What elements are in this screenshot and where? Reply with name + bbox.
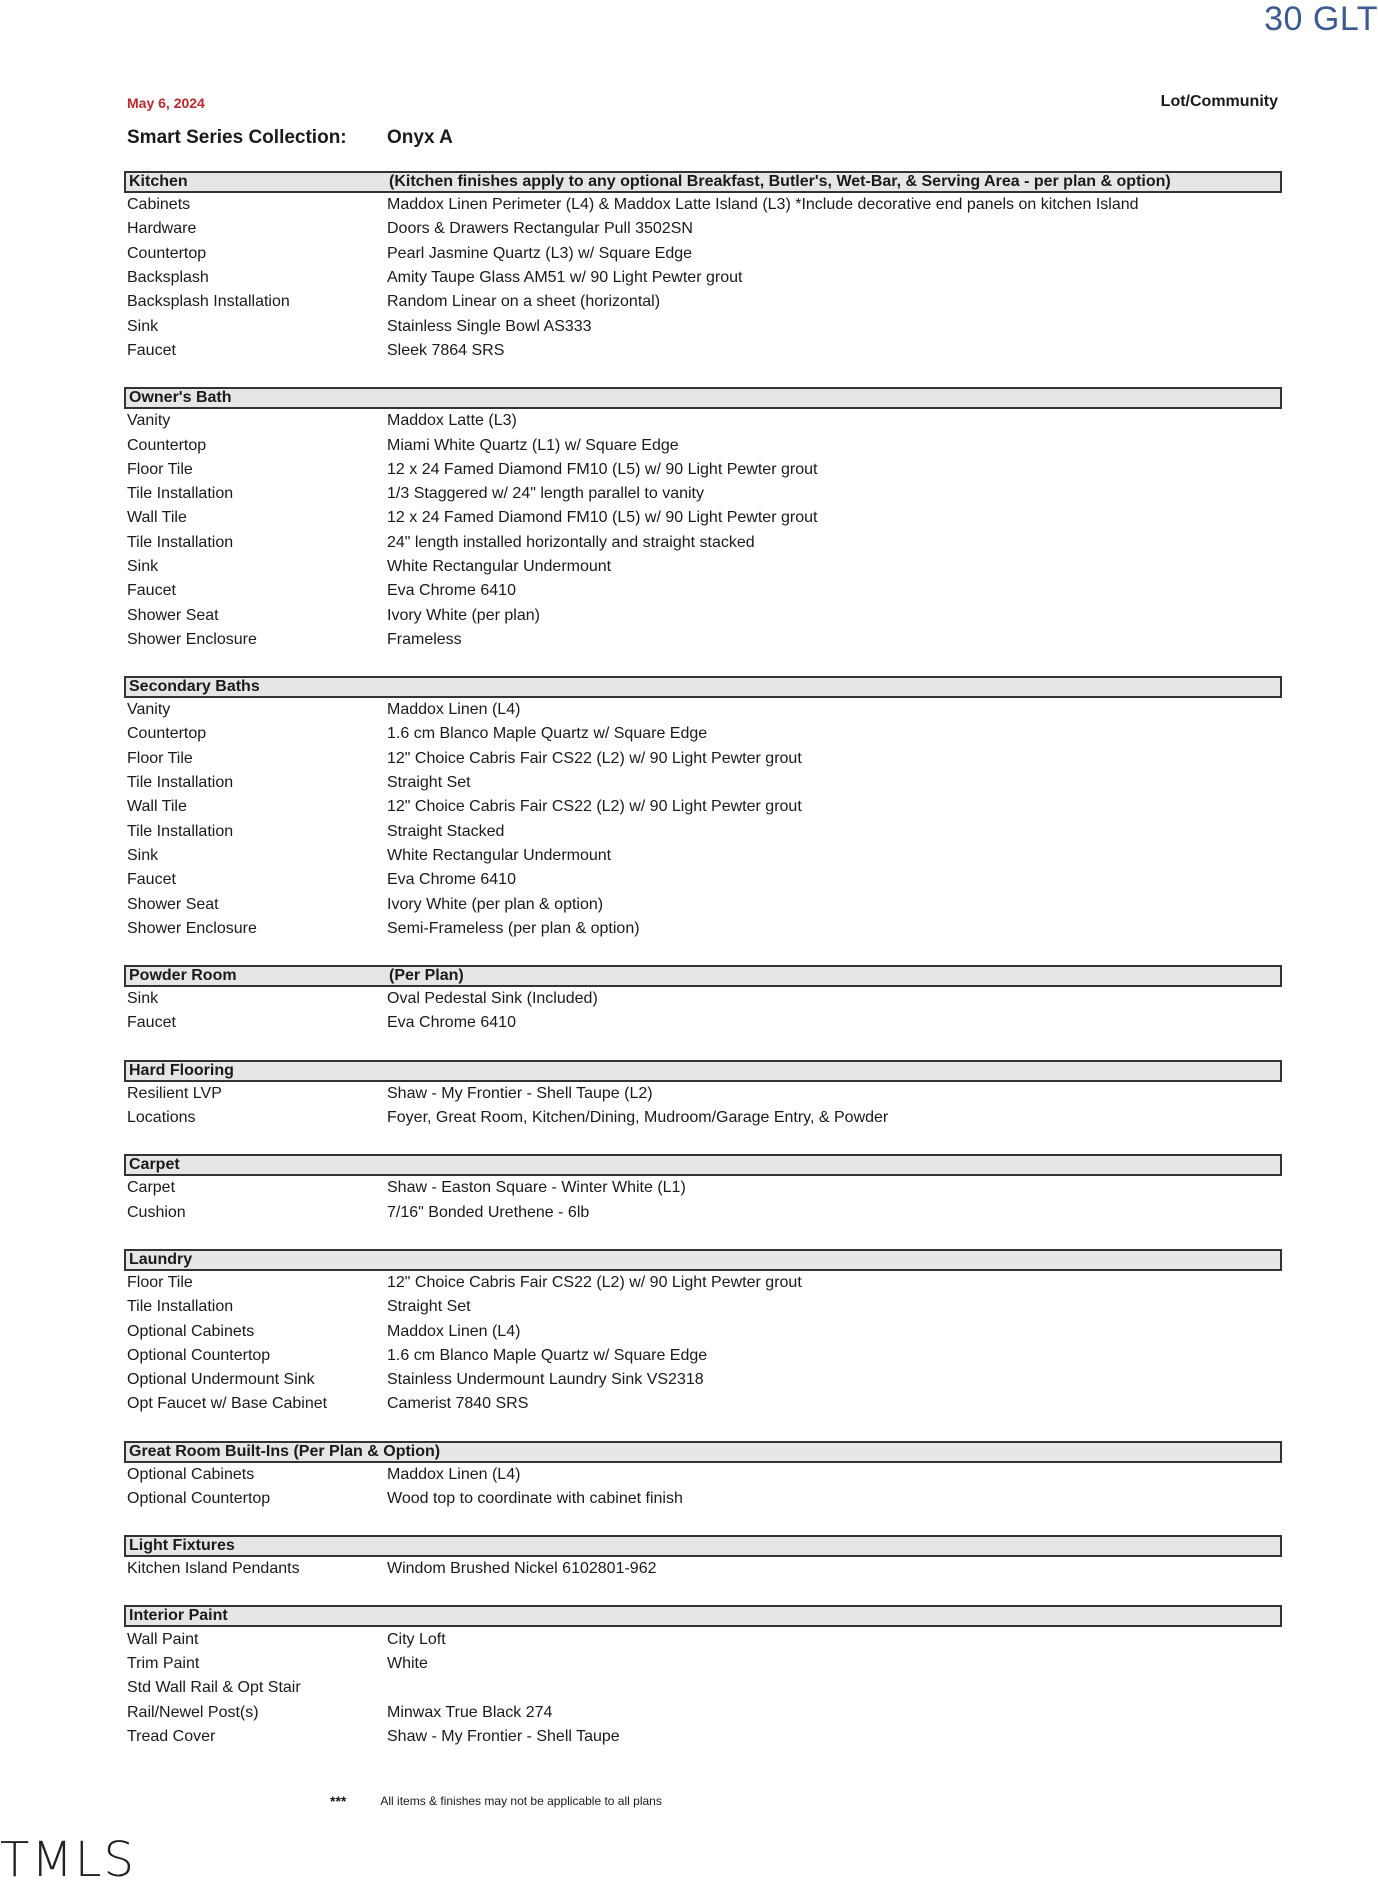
spec-row bbox=[124, 1463, 1282, 1487]
section-title: Owner's Bath bbox=[129, 389, 232, 407]
spec-label: Faucet bbox=[127, 582, 176, 600]
spec-row bbox=[124, 1557, 1282, 1581]
section-header bbox=[124, 171, 1282, 193]
spec-label: Sink bbox=[127, 846, 159, 864]
spec-row bbox=[124, 747, 1282, 771]
section-laundry bbox=[124, 1249, 1282, 1417]
spec-label: Optional Cabinets bbox=[127, 1322, 255, 1340]
spec-row bbox=[124, 1106, 1282, 1130]
spec-label: Opt Faucet w/ Base Cabinet bbox=[127, 1395, 328, 1413]
spec-value: 1.6 cm Blanco Maple Quartz w/ Square Edge bbox=[387, 1346, 708, 1364]
section-secondary-baths bbox=[124, 676, 1282, 941]
spec-row bbox=[124, 603, 1282, 627]
spec-row bbox=[124, 339, 1282, 363]
spec-value: 12" Choice Cabris Fair CS22 (L2) w/ 90 Light Pewter grout bbox=[387, 749, 802, 767]
spec-label: Faucet bbox=[127, 1014, 176, 1032]
collection-value: Onyx A bbox=[387, 127, 453, 148]
spec-row bbox=[124, 1201, 1282, 1225]
spec-value: White bbox=[387, 1654, 428, 1672]
footnote bbox=[330, 1793, 662, 1809]
spec-value: 12" Choice Cabris Fair CS22 (L2) w/ 90 Light Pewter grout bbox=[387, 798, 802, 816]
spec-row bbox=[124, 290, 1282, 314]
section-header bbox=[124, 387, 1282, 409]
spec-value: Straight Set bbox=[387, 1298, 471, 1316]
spec-value: 12 x 24 Famed Diamond FM10 (L5) w/ 90 Light Pewter grout bbox=[387, 509, 818, 527]
spec-value: 1/3 Staggered w/ 24" length parallel to vanity bbox=[387, 485, 704, 503]
spec-value: 12" Choice Cabris Fair CS22 (L2) w/ 90 Light Pewter grout bbox=[387, 1273, 802, 1291]
spec-value: Shaw - My Frontier - Shell Taupe bbox=[387, 1727, 620, 1745]
spec-label: Shower Enclosure bbox=[127, 919, 257, 937]
spec-value: White Rectangular Undermount bbox=[387, 558, 612, 575]
spec-value: Ivory White (per plan) bbox=[387, 606, 540, 624]
spec-row bbox=[124, 1627, 1282, 1651]
spec-row bbox=[124, 217, 1282, 241]
spec-row bbox=[124, 1319, 1282, 1343]
spec-label: Faucet bbox=[127, 871, 176, 889]
spec-row bbox=[124, 1011, 1282, 1035]
spec-value: Eva Chrome 6410 bbox=[387, 582, 516, 600]
spec-row bbox=[124, 698, 1282, 722]
collection-label: Smart Series Collection: bbox=[127, 127, 347, 148]
section-note: (Kitchen finishes apply to any optional Breakfast, Butler's, Wet-Bar, & Serving Area - per plan & option) bbox=[389, 173, 1171, 190]
spec-label: Hardware bbox=[127, 220, 197, 238]
spec-row bbox=[124, 1295, 1282, 1319]
spec-label: Wall Tile bbox=[127, 509, 187, 527]
spec-value: Semi-Frameless (per plan & option) bbox=[387, 919, 640, 937]
spec-label: Floor Tile bbox=[127, 749, 193, 767]
spec-row bbox=[124, 409, 1282, 433]
corner-label: 30 GLT bbox=[1264, 0, 1378, 38]
section-header bbox=[124, 1605, 1282, 1627]
spec-row bbox=[124, 844, 1282, 868]
section-title: Powder Room bbox=[129, 967, 237, 985]
spec-label: Shower Seat bbox=[127, 895, 219, 913]
spec-row bbox=[124, 266, 1282, 290]
spec-row bbox=[124, 579, 1282, 603]
spec-row bbox=[124, 917, 1282, 941]
spec-value: Shaw - Easton Square - Winter White (L1) bbox=[387, 1179, 686, 1197]
spec-row bbox=[124, 868, 1282, 892]
spec-label: Shower Seat bbox=[127, 606, 219, 624]
spec-value: 24" length installed horizontally and straight stacked bbox=[387, 533, 755, 551]
section-title: Hard Flooring bbox=[129, 1061, 234, 1079]
spec-row bbox=[124, 795, 1282, 819]
spec-row bbox=[124, 1652, 1282, 1676]
spec-label: Optional Countertop bbox=[127, 1346, 271, 1364]
spec-label: Backsplash bbox=[127, 269, 209, 287]
spec-label: Sink bbox=[127, 990, 159, 1008]
section-title: Laundry bbox=[129, 1250, 193, 1268]
spec-label: Backsplash Installation bbox=[127, 293, 290, 311]
spec-row bbox=[124, 1344, 1282, 1368]
spec-value: Foyer, Great Room, Kitchen/Dining, Mudroom/Garage Entry, & Powder bbox=[387, 1109, 889, 1127]
section-carpet bbox=[124, 1154, 1282, 1225]
spec-value: Windom Brushed Nickel 6102801-962 bbox=[387, 1560, 657, 1578]
spec-row bbox=[124, 628, 1282, 652]
spec-label: Cabinets bbox=[127, 196, 191, 214]
spec-row bbox=[124, 314, 1282, 338]
spec-value: Maddox Linen (L4) bbox=[387, 701, 521, 719]
spec-label: Countertop bbox=[127, 725, 207, 743]
spec-table bbox=[124, 171, 1282, 1773]
spec-row bbox=[124, 1176, 1282, 1200]
spec-label: Sink bbox=[127, 317, 159, 335]
section-header bbox=[124, 1249, 1282, 1271]
spec-value: Stainless Single Bowl AS333 bbox=[387, 317, 592, 335]
section-header bbox=[124, 1154, 1282, 1176]
spec-label: Vanity bbox=[127, 412, 171, 430]
spec-label: Tile Installation bbox=[127, 485, 234, 503]
spec-label: Floor Tile bbox=[127, 460, 193, 478]
spec-row bbox=[124, 482, 1282, 506]
spec-value: Straight Stacked bbox=[387, 822, 505, 840]
spec-value: 1.6 cm Blanco Maple Quartz w/ Square Edge bbox=[387, 725, 708, 743]
document-date: May 6, 2024 bbox=[127, 95, 205, 111]
spec-label: Resilient LVP bbox=[127, 1084, 222, 1102]
spec-label: Countertop bbox=[127, 244, 207, 262]
section-title: Interior Paint bbox=[129, 1607, 228, 1625]
section-interior-paint bbox=[124, 1605, 1282, 1748]
spec-row bbox=[124, 555, 1282, 579]
spec-row bbox=[124, 1725, 1282, 1749]
section-light-fixtures bbox=[124, 1535, 1282, 1581]
spec-value: 7/16" Bonded Urethene - 6lb bbox=[387, 1203, 590, 1221]
spec-label: Wall Tile bbox=[127, 798, 187, 816]
spec-value: Wood top to coordinate with cabinet finish bbox=[387, 1490, 683, 1508]
footnote-text: All items & finishes may not be applicable to all plans bbox=[380, 1794, 662, 1808]
spec-value: Eva Chrome 6410 bbox=[387, 871, 516, 889]
spec-value: Minwax True Black 274 bbox=[387, 1703, 553, 1721]
section-powder-room bbox=[124, 965, 1282, 1036]
spec-value: Camerist 7840 SRS bbox=[387, 1395, 529, 1413]
spec-value: Sleek 7864 SRS bbox=[387, 341, 505, 359]
spec-value: Maddox Linen Perimeter (L4) & Maddox Latte Island (L3) *Include decorative end panels on kitchen Island bbox=[387, 196, 1139, 214]
spec-value: Pearl Jasmine Quartz (L3) w/ Square Edge bbox=[387, 244, 693, 262]
spec-row bbox=[124, 987, 1282, 1011]
spec-label: Trim Paint bbox=[127, 1654, 200, 1672]
spec-label: Tile Installation bbox=[127, 822, 234, 840]
spec-label: Rail/Newel Post(s) bbox=[127, 1703, 259, 1721]
spec-value: Maddox Latte (L3) bbox=[387, 412, 517, 430]
spec-value: Maddox Linen (L4) bbox=[387, 1322, 521, 1340]
spec-label: Tread Cover bbox=[127, 1727, 216, 1745]
spec-row bbox=[124, 1082, 1282, 1106]
spec-row bbox=[124, 506, 1282, 530]
spec-label: Kitchen Island Pendants bbox=[127, 1560, 300, 1578]
spec-row bbox=[124, 458, 1282, 482]
section-title: Light Fixtures bbox=[129, 1537, 235, 1555]
spec-label: Tile Installation bbox=[127, 774, 234, 792]
spec-row bbox=[124, 531, 1282, 555]
spec-label: Tile Installation bbox=[127, 533, 234, 551]
spec-value: Doors & Drawers Rectangular Pull 3502SN bbox=[387, 220, 693, 238]
spec-label: Locations bbox=[127, 1109, 196, 1127]
mls-watermark: TMLS bbox=[0, 1832, 136, 1888]
spec-row bbox=[124, 1487, 1282, 1511]
spec-label: Faucet bbox=[127, 341, 176, 359]
spec-label: Carpet bbox=[127, 1179, 176, 1197]
lot-community-label: Lot/Community bbox=[1160, 93, 1278, 110]
spec-value: Eva Chrome 6410 bbox=[387, 1014, 516, 1032]
spec-label: Sink bbox=[127, 558, 159, 575]
footnote-stars: *** bbox=[330, 1793, 347, 1809]
spec-value: Oval Pedestal Sink (Included) bbox=[387, 990, 598, 1008]
section-kitchen bbox=[124, 171, 1282, 363]
spec-label: Optional Undermount Sink bbox=[127, 1371, 315, 1389]
section-header bbox=[124, 1535, 1282, 1557]
section-title: Kitchen bbox=[129, 173, 188, 190]
spec-row bbox=[124, 771, 1282, 795]
spec-value: City Loft bbox=[387, 1630, 446, 1648]
section-owner-s-bath bbox=[124, 387, 1282, 652]
spec-value: Amity Taupe Glass AM51 w/ 90 Light Pewter grout bbox=[387, 269, 743, 287]
spec-value: White Rectangular Undermount bbox=[387, 846, 612, 864]
spec-label: Cushion bbox=[127, 1203, 186, 1221]
section-note: (Per Plan) bbox=[389, 967, 464, 985]
section-title: Great Room Built-Ins (Per Plan & Option) bbox=[129, 1442, 441, 1460]
spec-value: Straight Set bbox=[387, 774, 471, 792]
spec-value: Miami White Quartz (L1) w/ Square Edge bbox=[387, 436, 679, 454]
section-header bbox=[124, 1060, 1282, 1082]
spec-value: Random Linear on a sheet (horizontal) bbox=[387, 293, 661, 311]
spec-row bbox=[124, 1700, 1282, 1724]
spec-row bbox=[124, 1676, 1282, 1700]
spec-label: Wall Paint bbox=[127, 1630, 199, 1648]
spec-value: Frameless bbox=[387, 630, 462, 648]
spec-label: Optional Countertop bbox=[127, 1490, 271, 1508]
spec-row bbox=[124, 892, 1282, 916]
spec-row bbox=[124, 1271, 1282, 1295]
spec-label: Optional Cabinets bbox=[127, 1465, 255, 1483]
spec-value: Ivory White (per plan & option) bbox=[387, 895, 604, 913]
spec-row bbox=[124, 433, 1282, 457]
spec-label: Std Wall Rail & Opt Stair bbox=[127, 1679, 301, 1697]
spec-row bbox=[124, 193, 1282, 217]
spec-row bbox=[124, 1368, 1282, 1392]
section-hard-flooring bbox=[124, 1060, 1282, 1131]
spec-row bbox=[124, 722, 1282, 746]
spec-label: Tile Installation bbox=[127, 1298, 234, 1316]
section-header bbox=[124, 965, 1282, 987]
spec-label: Vanity bbox=[127, 701, 171, 719]
section-header bbox=[124, 676, 1282, 698]
spec-value: Maddox Linen (L4) bbox=[387, 1465, 521, 1483]
spec-value: Shaw - My Frontier - Shell Taupe (L2) bbox=[387, 1084, 653, 1102]
spec-row bbox=[124, 1392, 1282, 1416]
spec-label: Floor Tile bbox=[127, 1273, 193, 1291]
section-great-room-built-ins-per-plan-option bbox=[124, 1441, 1282, 1512]
section-title: Carpet bbox=[129, 1156, 180, 1174]
spec-row bbox=[124, 820, 1282, 844]
spec-row bbox=[124, 242, 1282, 266]
spec-label: Countertop bbox=[127, 436, 207, 454]
spec-value: 12 x 24 Famed Diamond FM10 (L5) w/ 90 Light Pewter grout bbox=[387, 460, 818, 478]
section-header bbox=[124, 1441, 1282, 1463]
section-title: Secondary Baths bbox=[129, 678, 260, 696]
spec-value: Stainless Undermount Laundry Sink VS2318 bbox=[387, 1371, 704, 1389]
spec-label: Shower Enclosure bbox=[127, 630, 257, 648]
